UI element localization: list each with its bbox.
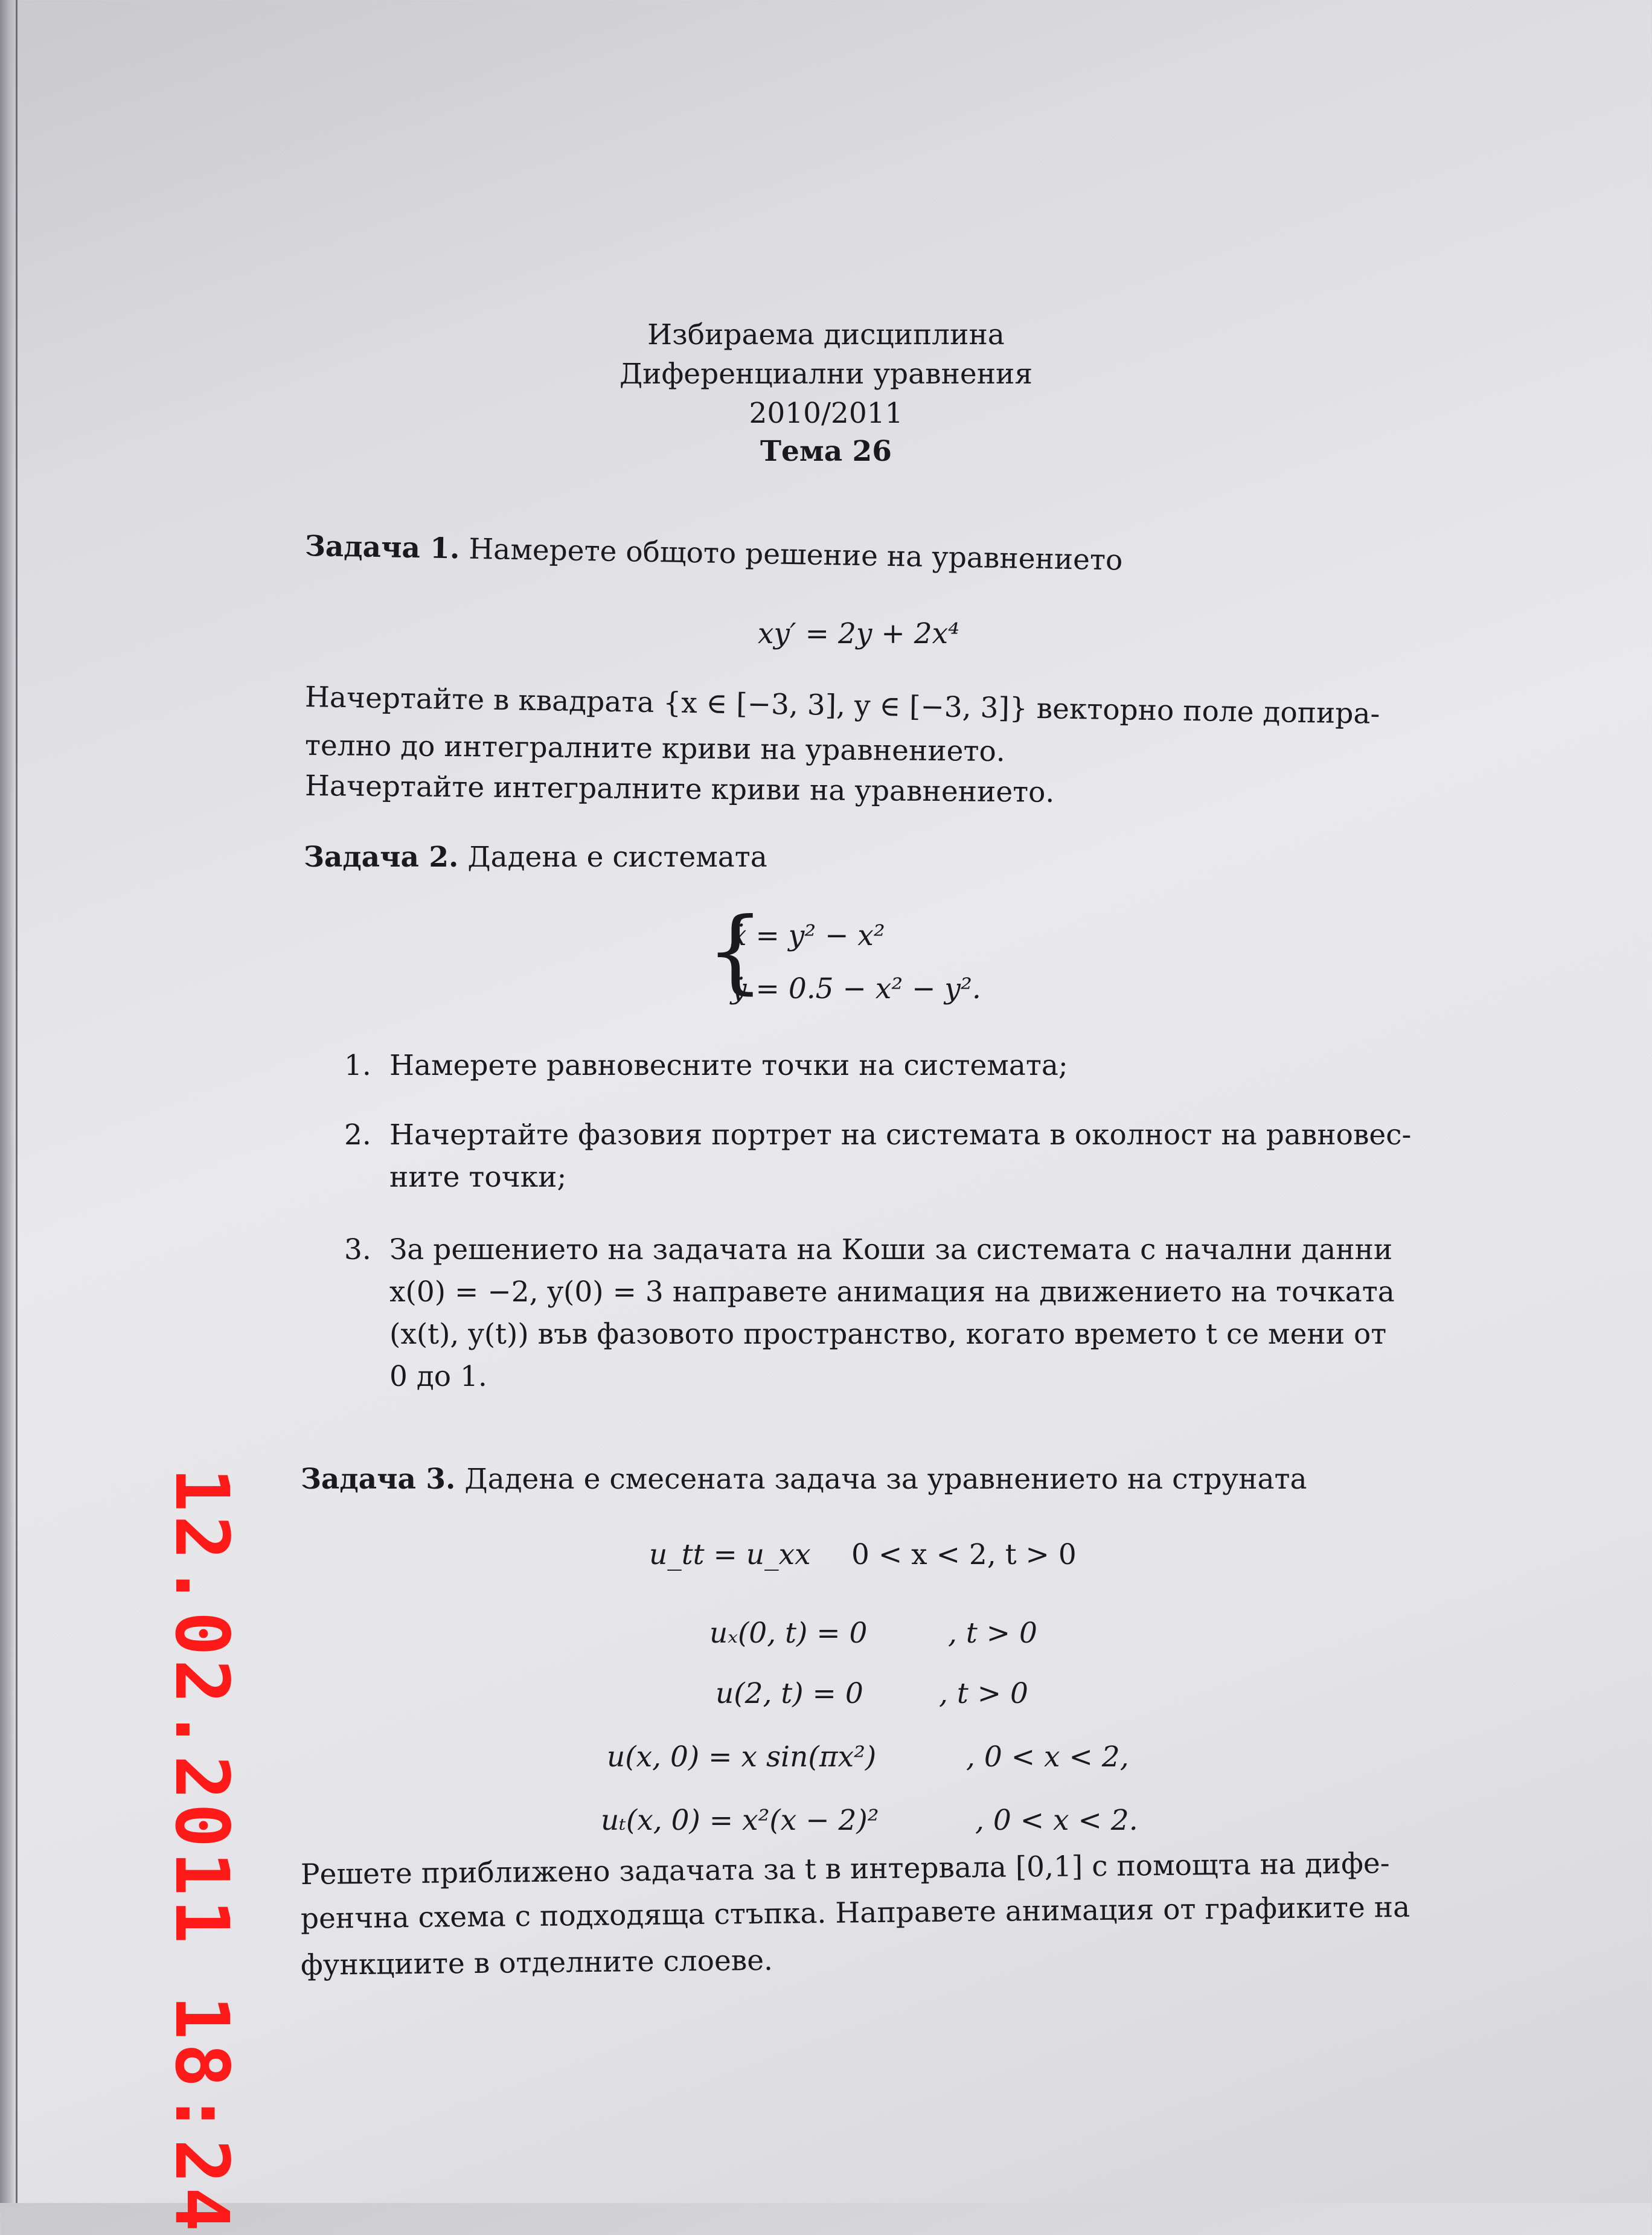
task2-item2-number: 2. (344, 1118, 371, 1152)
task3-label: Задача 3. (301, 1463, 456, 1496)
task2-item3-text-line2: x(0) = −2, y(0) = 3 направете анимация на движението на точката (389, 1275, 1395, 1309)
task3-text-line2: ренчна схема с подходяща стъпка. Направете анимация от графиките на (300, 1890, 1410, 1935)
camera-date-stamp: 12.02.2011 18:24 (159, 1467, 245, 2235)
task3-eq2-right: , t > 0 (948, 1617, 1037, 1650)
task3-eq5-right: , 0 < x < 2. (975, 1804, 1138, 1837)
task3-eq5-left: uₜ(x, 0) = x²(x − 2)² (601, 1804, 879, 1837)
task1-text-line3: Начертайте интегралните криви на уравнението. (304, 769, 1055, 809)
task2-item3-text-line3: (x(t), y(t)) във фазовото пространство, когато времето t се мени от (389, 1318, 1387, 1351)
task1-text-line1: Начертайте в квадрата {x ∈ [−3, 3], y ∈ [−3, 3]} векторно поле допира- (304, 681, 1380, 731)
task3-eq3-left: u(2, t) = 0 (716, 1677, 863, 1710)
task1-heading (304, 528, 1122, 579)
header-course-type: Избираема дисциплина (647, 318, 1005, 351)
task2-heading (304, 839, 767, 876)
task3-eq1-left: u_tt = u_xx (649, 1538, 811, 1571)
task3-intro: Дадена е смесената задача за уравнението на струната (464, 1463, 1307, 1496)
task2-item3-text-line1: За решението на задачата на Коши за системата с начални данни (389, 1233, 1393, 1266)
task3-eq2-left: uₓ(0, t) = 0 (709, 1617, 868, 1650)
task2-item2-text-line2: ните точки; (389, 1161, 567, 1194)
task3-eq4-right: , 0 < x < 2, (966, 1740, 1129, 1774)
header-course-name: Диференциални уравнения (619, 358, 1033, 391)
task2-item1-number: 1. (344, 1049, 371, 1082)
task3-heading (301, 1461, 1307, 1498)
task2-label: Задача 2. (304, 841, 459, 874)
task2-equation2: ẏ = 0.5 − x² − y². (731, 972, 981, 1005)
task2-item2-text-line1: Начертайте фазовия портрет на системата в околност на равновес- (389, 1118, 1412, 1152)
task1-equation: xy′ = 2y + 2x⁴ (758, 617, 959, 650)
task1-intro: Намерете общото решение на уравнението (468, 532, 1123, 577)
system-brace: { (706, 899, 764, 1004)
task3-text-line1: Решете приближено задачата за t в интервала [0,1] с помощта на дифе- (300, 1847, 1390, 1891)
task2-item3-number: 3. (344, 1233, 371, 1266)
task1-text-line2: телно до интегралните криви на уравнението. (304, 729, 1005, 769)
header-topic: Тема 26 (760, 435, 892, 468)
header-year: 2010/2011 (749, 397, 903, 430)
task3-text-line3: функциите в отделните слоеве. (300, 1943, 773, 1982)
task1-label: Задача 1. (304, 530, 460, 566)
task3-eq4-left: u(x, 0) = x sin(πx²) (607, 1740, 877, 1774)
task2-item1-text: Намерете равновесните точки на системата; (389, 1049, 1068, 1082)
task3-eq1-right: 0 < x < 2, t > 0 (851, 1538, 1077, 1571)
task3-eq3-right: , t > 0 (939, 1677, 1028, 1710)
task2-item3-text-line4: 0 до 1. (389, 1360, 487, 1393)
task2-intro: Дадена е системата (467, 841, 767, 874)
task2-equation1: ẋ = y² − x² (731, 919, 885, 952)
